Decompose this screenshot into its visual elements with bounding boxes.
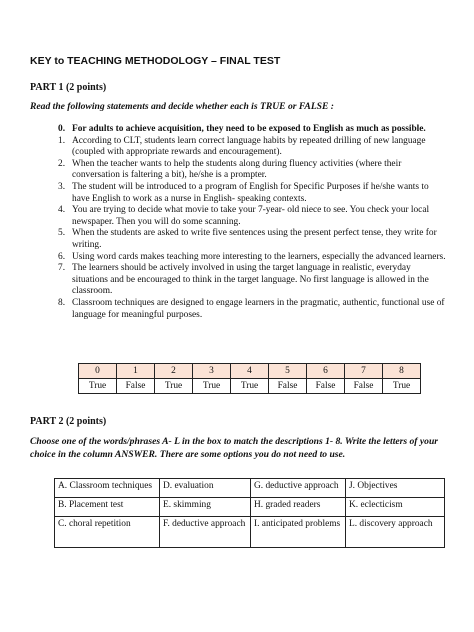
list-item: 3. The student will be introduced to a program of English for Specific Purposes if he/she wants to have English to work as a nurse in English- speaking contexts. [58,181,429,204]
answer-number: 8 [383,364,421,379]
statement-text: When the teacher wants to help the students along during fluency activities (where their conversation is faltering a bit), he/she is a prompter. [72,158,402,181]
table-row [55,498,445,517]
part1-instruction: Read the following statements and decide whether each is TRUE or FALSE : [30,101,335,112]
answer-number: 0 [79,364,117,379]
document-title: KEY to TEACHING METHODOLOGY – FINAL TEST [30,55,281,67]
answer-number: 2 [155,364,193,379]
option-cell: E. skimming [160,498,251,517]
answer-value: False [307,379,345,394]
option-cell: L. discovery approach [346,517,445,548]
option-cell: I. anticipated problems [251,517,346,548]
answer-key-table [78,363,421,394]
answer-value: True [79,379,117,394]
list-item: 2. When the teacher wants to help the students along during fluency activities (where their conversation is faltering a bit), he/she is a prompter. [58,158,402,181]
answer-number: 4 [231,364,269,379]
answer-number: 5 [269,364,307,379]
list-item: 1. According to CLT, students learn correct language habits by repeated drilling of new language (coupled with appropriate rewards and encouragement). [58,135,426,158]
answer-number-row [79,364,421,379]
answer-number: 1 [117,364,155,379]
part2-heading: PART 2 (2 points) [30,416,107,427]
list-item: 4. You are trying to decide what movie to take your 7-year- old niece to see. You check your local newspaper. Then you will do some scanning. [58,205,430,227]
list-item: 5. When the students are asked to write five sentences using the present perfect tense, they write for writing. [58,228,437,250]
statement-text: For adults to achieve acquisition, they need to be exposed to English as much as possible. [72,124,426,134]
list-item: 7. The learners should be actively involved in using the target language in realistic, everyday situations and be encouraged to think in the target language. No first language is allowed in the classroom. [58,263,429,297]
list-item: 0. For adults to achieve acquisition, they need to be exposed to English as much as possible. [58,124,426,134]
statement-list [58,124,448,321]
answer-value-row [79,379,421,394]
answer-value: True [193,379,231,394]
answer-value: True [155,379,193,394]
answer-value: False [345,379,383,394]
statement-text: The student will be introduced to a program of English for Specific Purposes if he/she wants to have English to work as a nurse in English- speaking contexts. [72,181,429,204]
option-cell: H. graded readers [251,498,346,517]
statement-text: Classroom techniques are designed to engage learners in the pragmatic, authentic, functional use of language for meaningful purposes. [72,297,445,320]
statement-text: When the students are asked to write five sentences using the present perfect tense, they write for writing. [72,228,437,250]
option-cell: C. choral repetition [55,517,160,548]
statement-text: According to CLT, students learn correct language habits by repeated drilling of new language (coupled with appropriate rewards and encouragement). [72,135,426,158]
answer-value: False [269,379,307,394]
answer-number: 7 [345,364,383,379]
statement-text: The learners should be actively involved in using the target language in realistic, everyday situations and be encouraged to think in the target language. No first language is allowed in the classroom. [72,263,429,297]
answer-number: 3 [193,364,231,379]
statement-text: You are trying to decide what movie to take your 7-year- old niece to see. You check your local newspaper. Then you will do some scanning. [72,205,430,227]
table-row [55,479,445,498]
list-item: 8. Classroom techniques are designed to engage learners in the pragmatic, authentic, functional use of language for meaningful purposes. [58,297,445,320]
option-cell: D. evaluation [160,479,251,498]
option-cell: K. eclecticism [346,498,445,517]
option-cell: A. Classroom techniques [55,479,160,498]
option-cell: J. Objectives [346,479,445,498]
options-box [54,478,445,548]
table-row [55,517,445,548]
answer-value: True [231,379,269,394]
answer-value: False [117,379,155,394]
part1-heading: PART 1 (2 points) [30,82,107,93]
part2-instruction: Choose one of the words/phrases A- L in the box to match the descriptions 1- 8. Write the letters of your choice in the column ANSWER. There are some options you do not need to use. [30,436,439,460]
answer-number: 6 [307,364,345,379]
list-item: 6. Using word cards makes teaching more interesting to the learners, especially the advanced learners. [58,251,446,262]
option-cell: F. deductive approach [160,517,251,548]
option-cell: G. deductive approach [251,479,346,498]
option-cell: B. Placement test [55,498,160,517]
answer-value: True [383,379,421,394]
statement-text: Using word cards makes teaching more interesting to the learners, especially the advanced learners. [72,251,446,262]
